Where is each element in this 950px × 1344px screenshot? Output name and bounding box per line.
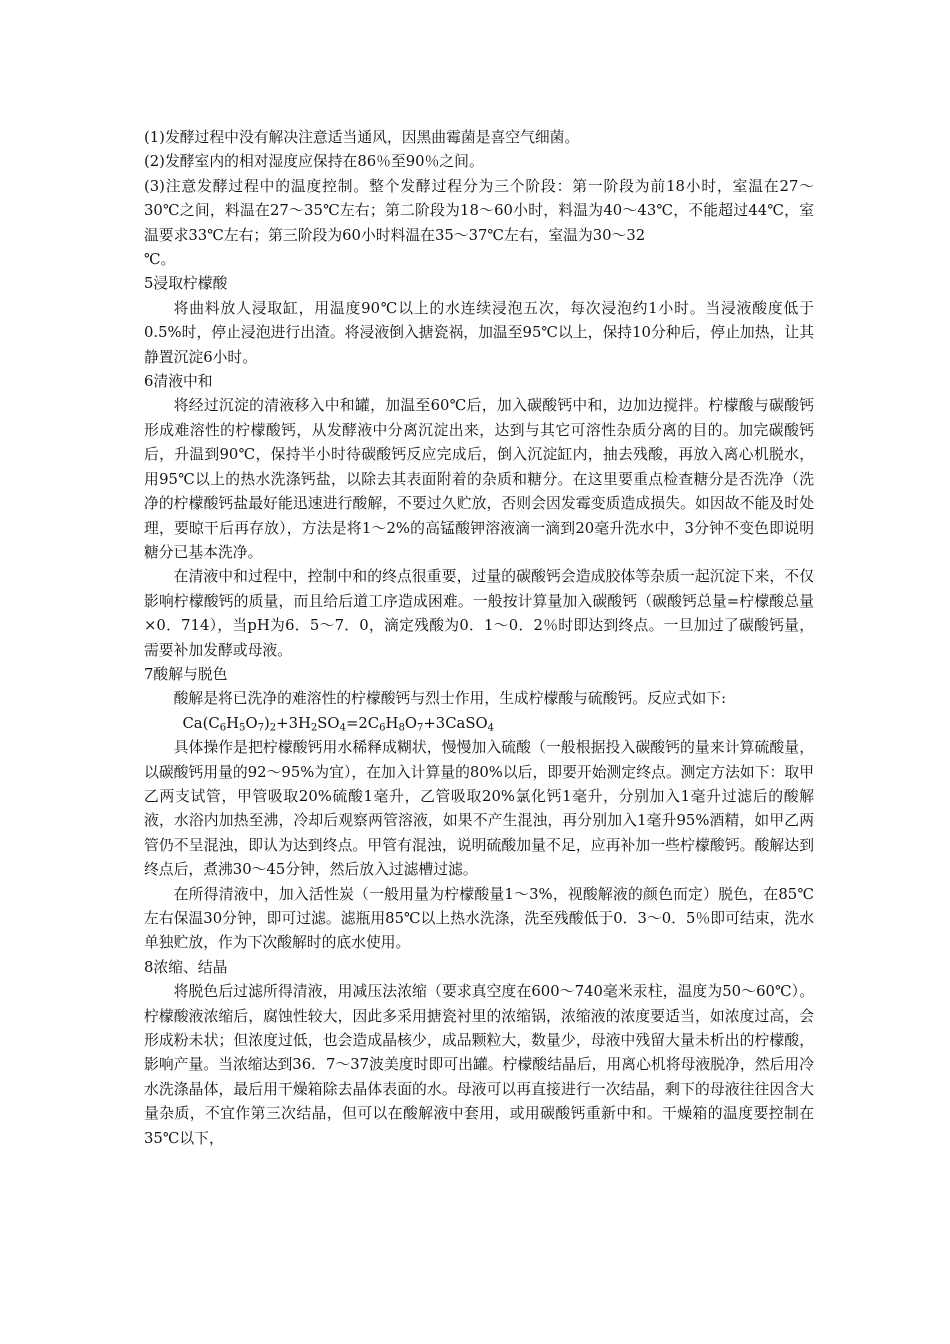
- document-page: [144, 126, 814, 1151]
- paragraph-note-1: (1)发酵过程中没有解决注意适当通风，因黑曲霉菌是喜空气细菌。: [144, 129, 580, 146]
- formula-part: H: [226, 714, 240, 732]
- section-7-paragraph-2: 具体操作是把柠檬酸钙用水稀释成糊状，慢慢加入硫酸（一般根据投入碳酸钙的量来计算硫酸量，以碳酸钙用量的92～95%为宜），在加入计算量的80%以后，即要开始测定终点。测定方法如下：取甲乙两支试管，甲管吸取20%硫酸1毫升，乙管吸取20%氯化钙1毫升，分别加入1毫升过滤后的酸解液，水浴内加热至沸，冷却后观察两管溶液，如果不产生混浊，再分别加入1毫升95%酒精，如甲乙两管仍不呈混浊，即认为达到终点。甲管有混浊，说明硫酸加量不足，应再补加一些柠檬酸钙。酸解达到终点后，煮沸30～45分钟，然后放入过滤槽过滤。: [144, 739, 814, 879]
- paragraph-note-3: (3)注意发酵过程中的温度控制。整个发酵过程分为三个阶段：第一阶段为前18小时，室温在27～30℃之间，料温在27～35℃左右；第二阶段为18～60小时，料温为40～43℃，不能超过44℃，室温要求33℃左右；第三阶段为60小时料温在35～37℃左右，室温为30～32: [144, 177, 814, 244]
- section-8-paragraph-1: 将脱色后过滤所得清液，用减压法浓缩（要求真空度在600～740毫米汞柱，温度为50～60℃）。柠檬酸液浓缩后，腐蚀性较大，因此多采用搪瓷衬里的浓缩锅，浓缩液的浓度要适当，如浓度过高，会形成粉未状；但浓度过低，也会造成晶核少，成品颗粒大，数量少，母液中残留大量未析出的柠檬酸，影响产量。当浓缩达到36．7～37波美度时即可出罐。柠檬酸结晶后，用离心机将母液脱净，然后用冷水洗涤晶体，最后用干燥箱除去晶体表面的水。母液可以再直接进行一次结晶，剩下的母液往往因含大量杂质，不宜作第三次结晶，但可以在酸解液中套用，或用碳酸钙重新中和。干燥箱的温度要控制在35℃以下，: [144, 983, 814, 1147]
- formula-part: Ca(C: [182, 714, 220, 732]
- section-5-paragraph-1: 将曲料放人浸取缸，用温度90℃以上的水连续浸泡五次，每次浸泡约1小时。当浸液酸度低于0.5%时，停止浸泡进行出渣。将浸液倒入搪瓷祸，加温至95℃以上，保持10分种后，停止加热，让其静置沉淀6小时。: [144, 299, 814, 366]
- paragraph-note-3-tail: ℃。: [144, 251, 176, 269]
- section-heading-8: 8浓缩、结晶: [144, 958, 228, 976]
- formula-part: +3CaSO: [423, 714, 488, 732]
- section-6-paragraph-1: 将经过沉淀的清液移入中和罐，加温至60℃后，加入碳酸钙中和，边加边搅拌。柠檬酸与碳酸钙形成难溶性的柠檬酸钙，从发酵液中分离沉淀出来，达到与其它可溶性杂质分离的目的。加完碳酸钙后，升温到90℃，保持半小时待碳酸钙反应完成后，倒入沉淀缸内，抽去残酸，再放入离心机脱水，用95℃以上的热水洗涤钙盐，以除去其表面附着的杂质和糖分。在这里要重点检查糖分是否洗净（洗净的柠檬酸钙盐最好能迅速进行酸解，不要过久贮放，否则会因发霉变质造成损失。如因故不能及时处理，要晾干后再存放），方法是将1～2%的高锰酸钾溶液滴一滴到20毫升洗水中，3分钟不变色即说明糖分已基本洗净。: [144, 397, 814, 561]
- formula-part: O: [245, 714, 258, 732]
- formula-part: ): [263, 714, 270, 732]
- paragraph-note-2: (2)发酵室内的相对湿度应保持在86％至90％之间。: [144, 153, 484, 171]
- section-7-paragraph-3: 在所得清液中，加入活性炭（一般用量为柠檬酸量1～3%，视酸解液的颜色而定）脱色，在85℃左右保温30分钟，即可过滤。滤瓶用85℃以上热水洗涤，洗至残酸低于0．3～0．5％即可结束，洗水单独贮放，作为下次酸解时的底水使用。: [144, 885, 814, 952]
- formula-subscript: 6: [379, 722, 386, 734]
- formula-part: =2C: [345, 714, 380, 732]
- formula-subscript: 8: [398, 722, 405, 734]
- formula-subscript: 4: [339, 722, 346, 734]
- formula-part: +3H: [276, 714, 311, 732]
- formula-part: O: [404, 714, 417, 732]
- section-7-paragraph-1: 酸解是将已洗净的难溶性的柠檬酸钙与烈士作用，生成柠檬酸与硫酸钙。反应式如下:: [173, 690, 727, 708]
- formula-part: H: [385, 714, 399, 732]
- formula-subscript: 4: [487, 722, 495, 734]
- section-heading-6: 6清液中和: [144, 373, 213, 391]
- reaction-formula: [144, 712, 814, 736]
- section-heading-5: 5浸取柠檬酸: [144, 275, 228, 293]
- formula-part: SO: [317, 714, 340, 732]
- section-heading-7: 7酸解与脱色: [144, 665, 228, 683]
- formula-subscript: 5: [239, 722, 246, 734]
- formula-subscript: 2: [269, 722, 277, 734]
- formula-subscript: 7: [416, 722, 424, 734]
- formula-subscript: 7: [257, 722, 264, 734]
- section-6-paragraph-2: 在清液中和过程中，控制中和的终点很重要，过量的碳酸钙会造成胶体等杂质一起沉淀下来，不仅影响柠檬酸钙的质量，而且给后道工序造成困难。一般按计算量加入碳酸钙（碳酸钙总量=柠檬酸总量×0．714），当pH为6．5～7．0，滴定残酸为0．1～0．2％时即达到终点。一旦加过了碳酸钙量，需要补加发酵或母液。: [144, 568, 814, 659]
- formula-subscript: 6: [219, 722, 227, 734]
- formula-subscript: 2: [310, 722, 318, 734]
